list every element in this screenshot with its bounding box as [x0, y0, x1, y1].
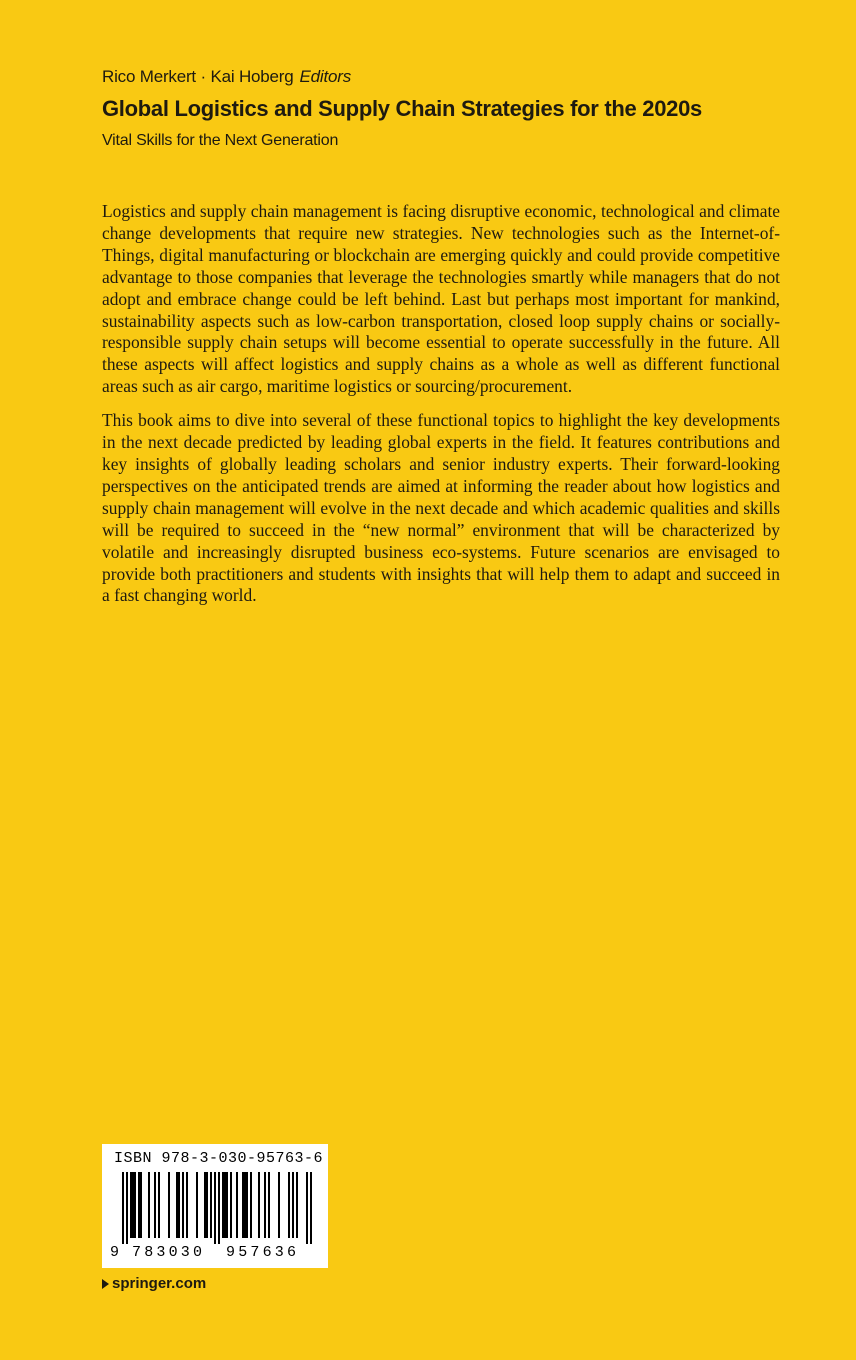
barcode-bar-16 [222, 1172, 228, 1238]
publisher-link-text: springer.com [112, 1275, 207, 1292]
barcode-bar-13 [210, 1172, 212, 1238]
barcode-bar-6 [158, 1172, 160, 1238]
barcode-bar-5 [154, 1172, 156, 1238]
barcode-bar-4 [148, 1172, 150, 1238]
barcode-bar-26 [292, 1172, 294, 1238]
barcode-bar-2 [130, 1172, 136, 1238]
barcode-bar-24 [278, 1172, 280, 1238]
barcode-bar-27 [296, 1172, 298, 1238]
barcode-bar-0 [122, 1172, 124, 1244]
barcode-bar-12 [204, 1172, 208, 1238]
editors-line [102, 66, 351, 88]
isbn-barcode [102, 1144, 328, 1268]
barcode-bar-18 [236, 1172, 238, 1238]
barcode-bar-15 [218, 1172, 220, 1244]
barcode-bar-28 [306, 1172, 308, 1244]
barcode-bar-8 [176, 1172, 180, 1238]
book-description [102, 201, 780, 619]
barcode-bar-14 [214, 1172, 216, 1244]
description-paragraph-1: Logistics and supply chain management is facing disruptive economic, technological and climate change developments that require new strategies. New technologies such as the Internet-of-Things, digital manufacturing or blockchain are emerging quickly and could provide competitive advantage to those companies that leverage the technologies smartly while managers that do not adopt and embrace change could be left behind. Last but perhaps most important for mankind, sustainability aspects such as low-carbon transportation, closed loop supply chains or socially-responsible supply chain setups will become essential to operate successfully in the future. All these aspects will affect logistics and supply chains as a whole as well as different functional areas such as air cargo, maritime logistics or sourcing/procurement. [102, 201, 780, 397]
barcode-bar-9 [182, 1172, 184, 1238]
barcode-bar-23 [268, 1172, 270, 1238]
barcode-digit-group-right: 957636 [226, 1244, 300, 1261]
book-subtitle: Vital Skills for the Next Generation [102, 132, 339, 149]
barcode-bar-29 [310, 1172, 312, 1244]
barcode-bar-10 [186, 1172, 188, 1238]
barcode-bar-21 [258, 1172, 260, 1238]
barcode-bar-22 [264, 1172, 266, 1238]
barcode-bar-7 [168, 1172, 170, 1238]
publisher-link[interactable] [102, 1274, 206, 1294]
barcode-bar-11 [196, 1172, 198, 1238]
barcode-bar-17 [230, 1172, 232, 1238]
play-arrow-icon [102, 1279, 109, 1289]
barcode-bar-20 [250, 1172, 252, 1238]
book-title: Global Logistics and Supply Chain Strategies for the 2020s [102, 96, 702, 121]
barcode-bar-19 [242, 1172, 248, 1238]
barcode-bar-25 [288, 1172, 290, 1238]
barcode-bar-1 [126, 1172, 128, 1244]
editors-role: Editors [299, 67, 352, 86]
editors-names: Rico Merkert · Kai Hoberg [102, 67, 294, 86]
description-paragraph-2: This book aims to dive into several of these functional topics to highlight the key developments in the next decade predicted by leading global experts in the field. It features contributions and key insights of globally leading scholars and senior industry experts. Their forward-looking perspectives on the anticipated trends are aimed at informing the reader about how logistics and supply chain management will evolve in the next decade and which academic qualities and skills will be required to succeed in the “new normal” environment that will be characterized by volatile and increasingly disrupted business eco-systems. Future scenarios are envisaged to provide both practitioners and students with insights that will help them to adapt and succeed in a fast changing world. [102, 410, 780, 606]
barcode-digit-group-left: 783030 [132, 1244, 206, 1261]
barcode-digit-first: 9 [110, 1244, 120, 1261]
barcode-bars [122, 1172, 312, 1244]
barcode-bar-3 [138, 1172, 142, 1238]
isbn-label: ISBN 978-3-030-95763-6 [114, 1150, 324, 1167]
